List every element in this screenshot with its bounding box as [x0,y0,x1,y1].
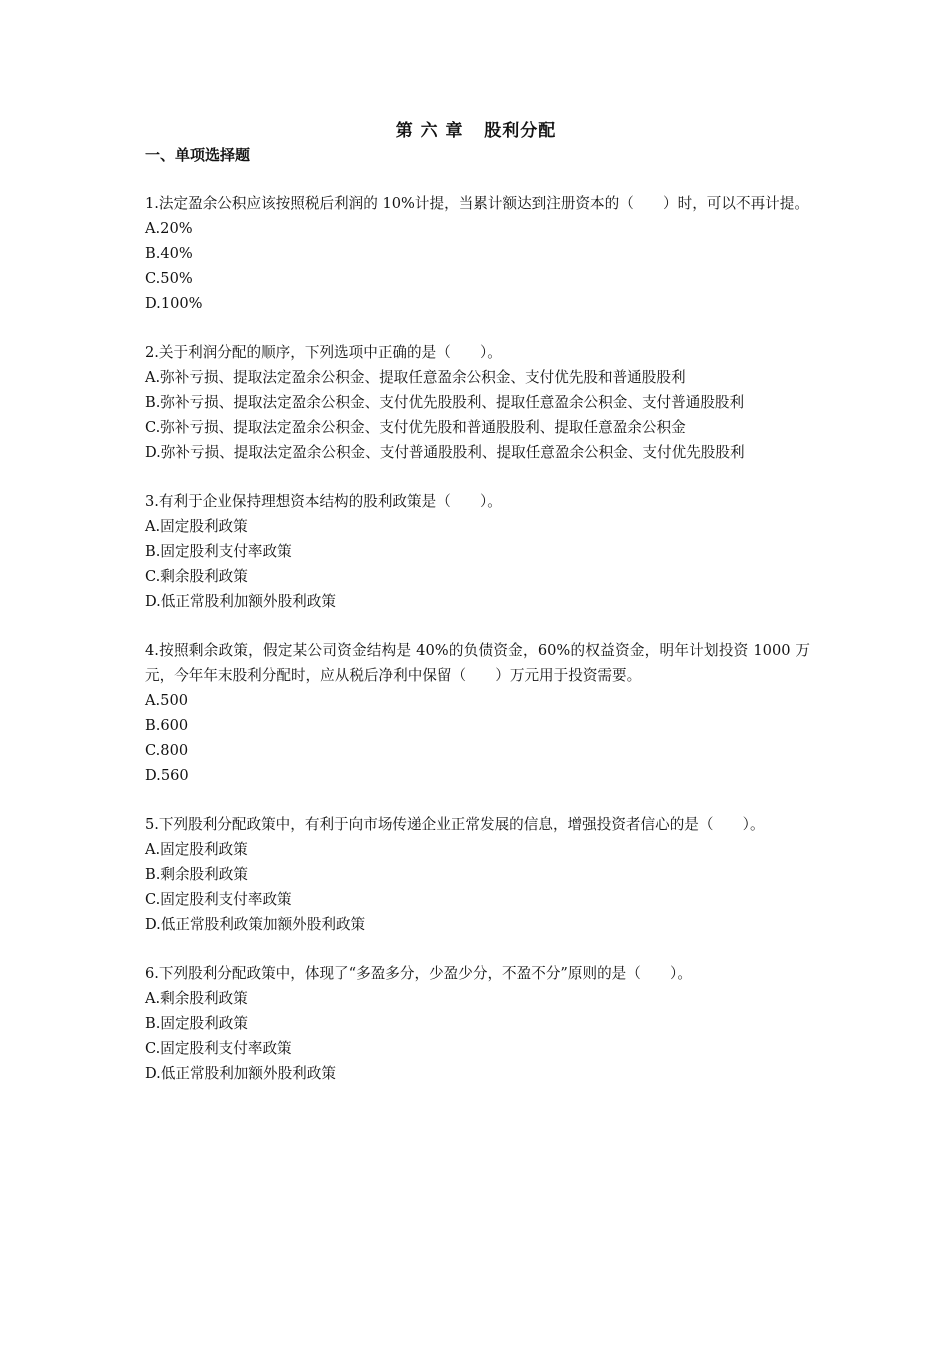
option-b: B.固定股利支付率政策 [145,543,292,560]
option-b: B.40% [145,245,193,262]
option-a: A.500 [145,692,189,709]
option-a: A.固定股利政策 [145,841,248,858]
question-4 [145,638,810,788]
option-c: C.剩余股利政策 [145,568,248,585]
option-b: B.弥补亏损、提取法定盈余公积金、支付优先股股利、提取任意盈余公积金、支付普通股股利 [145,394,745,411]
option-a: A.弥补亏损、提取法定盈余公积金、提取任意盈余公积金、支付优先股和普通股股利 [145,369,686,386]
option-d: D.低正常股利加额外股利政策 [145,1065,336,1082]
option-c: C.弥补亏损、提取法定盈余公积金、支付优先股和普通股股利、提取任意盈余公积金 [145,419,686,436]
question-stem: 2.关于利润分配的顺序，下列选项中正确的是（ ）。 [145,344,502,361]
option-b: B.剩余股利政策 [145,866,248,883]
option-a: A.剩余股利政策 [145,990,248,1007]
option-d: D.弥补亏损、提取法定盈余公积金、支付普通股股利、提取任意盈余公积金、支付优先股股利 [145,444,745,461]
question-5 [145,812,810,937]
chapter-title: 第 六 章 股利分配 [395,121,557,141]
option-c: C.固定股利支付率政策 [145,891,292,908]
option-b: B.600 [145,717,189,734]
option-a: A.20% [145,220,193,237]
question-2 [145,340,810,465]
option-c: C.800 [145,742,189,759]
question-stem: 6.下列股利分配政策中，体现了“多盈多分，少盈少分，不盈不分”原则的是（ ）。 [145,965,692,982]
question-stem: 1.法定盈余公积应该按照税后利润的 10%计提，当累计额达到注册资本的（ ）时，可以不再计提。 [145,195,809,212]
option-d: D.560 [145,767,189,784]
option-a: A.固定股利政策 [145,518,248,535]
question-1 [145,191,810,316]
question-list [145,191,810,1110]
question-stem: 3.有利于企业保持理想资本结构的股利政策是（ ）。 [145,493,502,510]
option-d: D.100% [145,295,203,312]
question-6 [145,961,810,1086]
section-heading: 一、单项选择题 [145,146,251,164]
question-3 [145,489,810,614]
option-d: D.低正常股利政策加额外股利政策 [145,916,366,933]
option-c: C.50% [145,270,193,287]
option-c: C.固定股利支付率政策 [145,1040,292,1057]
question-stem: 5.下列股利分配政策中，有利于向市场传递企业正常发展的信息，增强投资者信心的是（ ）。 [145,816,765,833]
option-b: B.固定股利政策 [145,1015,248,1032]
question-stem: 4.按照剩余政策，假定某公司资金结构是 40%的负债资金，60%的权益资金，明年计划投资 1000 万元，今年年末股利分配时，应从税后净利中保留（ ）万元用于投资需要。 [145,642,810,684]
option-d: D.低正常股利加额外股利政策 [145,593,336,610]
